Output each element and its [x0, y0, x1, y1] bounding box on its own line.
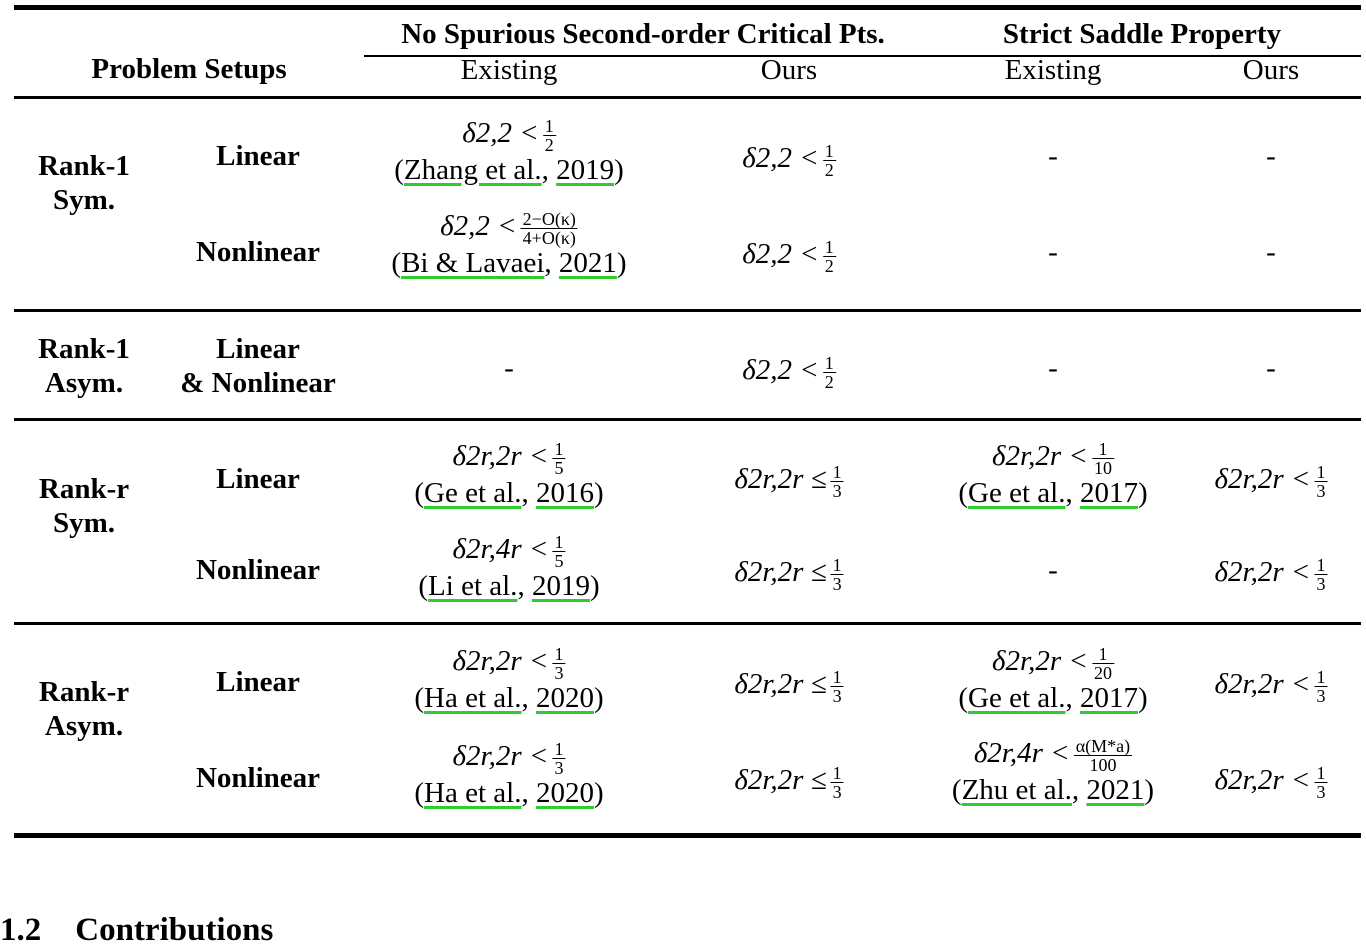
bound-cell: δ2,2 < $\frac{1}{2}$	[742, 141, 834, 180]
header-bottom-rule	[14, 96, 1361, 99]
bound-cell: δ2,2 < $\frac{2-O(\kappa)}{4+O(\kappa)}$ (Bi & Lavaei, 2021)	[391, 209, 627, 279]
bound-fraction: $\frac{1}{2}$	[544, 116, 554, 155]
citation-year-link[interactable]: 2016	[535, 477, 594, 509]
citation-year-link[interactable]: 2017	[1079, 682, 1138, 714]
group-label-rank1-sym: Rank-1 Sym.	[38, 150, 130, 216]
group-label-rank1-asym: Rank-1 Asym.	[38, 333, 130, 399]
bound-cell: δ2r,4r < $\frac{1}{5}$ (Li et al., 2019)	[418, 532, 600, 602]
empty-dash: -	[1048, 554, 1058, 586]
bound-cell: δ2r,2r < $\frac{1}{3}$ (Ha et al., 2020)	[414, 644, 604, 714]
citation-year-link[interactable]: 2017	[1079, 477, 1138, 509]
empty-dash: -	[504, 352, 514, 384]
group-label-rankr-asym: Rank-r Asym.	[38, 676, 130, 742]
citation: (Ge et al., 2016)	[414, 477, 604, 509]
citation-author-link[interactable]: Ha et al.	[424, 682, 522, 714]
bound-cell: δ2r,2r < $\frac{1}{10}$ (Ge et al., 2017)	[958, 439, 1148, 509]
citation: (Ha et al., 2020)	[414, 682, 604, 714]
bound-cell: δ2r,2r < $\frac{1}{20}$ (Ge et al., 2017)	[958, 644, 1148, 714]
group-header-ssp: Strict Saddle Property	[1002, 18, 1282, 50]
empty-dash: -	[1048, 236, 1058, 268]
group-label-rankr-sym: Rank-r Sym.	[38, 473, 130, 539]
section-title: Contributions	[75, 912, 274, 948]
bound-cell: δ2r,2r < $\frac{1}{5}$ (Ge et al., 2016)	[414, 439, 604, 509]
citation-author-link[interactable]: Zhu et al.	[961, 774, 1072, 806]
ssp-ours-header: Ours	[1242, 54, 1300, 86]
bound-cell: δ2r,2r < $\frac{1}{3}$ (Ha et al., 2020)	[414, 739, 604, 809]
bound-cell: δ2r,2r < $\frac{1}{3}$	[1214, 555, 1326, 594]
citation-year-link[interactable]: 2021	[558, 247, 617, 279]
ssp-existing-header: Existing	[1004, 54, 1102, 86]
citation-author-link[interactable]: Ha et al.	[424, 777, 522, 809]
citation: (Bi & Lavaei, 2021)	[391, 247, 627, 279]
citation: (Zhang et al., 2019)	[394, 154, 624, 186]
bound-cell: δ2r,2r ≤ $\frac{1}{3}$	[734, 667, 842, 706]
citation-year-link[interactable]: 2019	[531, 570, 590, 602]
section-number: 1.2	[0, 912, 42, 948]
citation-author-link[interactable]: Li et al.	[428, 570, 518, 602]
model-label: Linear	[216, 666, 300, 698]
citation-year-link[interactable]: 2020	[535, 682, 594, 714]
empty-dash: -	[1048, 352, 1058, 384]
model-label: Linear	[216, 140, 300, 172]
group-header-nsp: No Spurious Second-order Critical Pts.	[401, 18, 885, 50]
bound-cell	[394, 117, 624, 185]
citation-author-link[interactable]: Bi & Lavaei	[401, 247, 545, 279]
bound-cell: δ2r,2r ≤ $\frac{1}{3}$	[734, 763, 842, 802]
top-rule	[14, 5, 1361, 10]
citation-author-link[interactable]: Zhang et al.	[403, 154, 542, 186]
citation: (Ge et al., 2017)	[958, 682, 1148, 714]
empty-dash: -	[1266, 236, 1276, 268]
empty-dash: -	[1266, 352, 1276, 384]
bound-cell: δ2r,2r ≤ $\frac{1}{3}$	[734, 462, 842, 501]
citation-year-link[interactable]: 2019	[556, 154, 615, 186]
section-heading	[0, 912, 273, 949]
citation: (Li et al., 2019)	[418, 570, 600, 602]
nsp-ours-header: Ours	[760, 54, 818, 86]
model-label: Nonlinear	[195, 762, 321, 794]
citation-year-link[interactable]: 2020	[535, 777, 594, 809]
citation: (Zhu et al., 2021)	[951, 774, 1155, 806]
citation-year-link[interactable]: 2021	[1086, 774, 1145, 806]
citation-author-link[interactable]: Ge et al.	[424, 477, 522, 509]
bound-cell: δ2r,4r < $\frac{\alpha(M*a)}{100}$ (Zhu et al., 2021)	[951, 736, 1155, 806]
citation: (Ge et al., 2017)	[958, 477, 1148, 509]
bound-cell: δ2r,2r < $\frac{1}{3}$	[1214, 462, 1326, 501]
bottom-rule	[14, 833, 1361, 838]
section-rule-2	[14, 418, 1361, 421]
model-label: Linear & Nonlinear	[180, 333, 336, 399]
bound-cell: δ2,2 < $\frac{1}{2}$	[742, 237, 834, 276]
model-label: Nonlinear	[195, 554, 321, 586]
empty-dash: -	[1048, 140, 1058, 172]
model-label: Linear	[216, 463, 300, 495]
bound-cell: δ2r,2r ≤ $\frac{1}{3}$	[734, 555, 842, 594]
section-rule-3	[14, 622, 1361, 625]
citation-author-link[interactable]: Ge et al.	[968, 682, 1066, 714]
bound-lhs: δ2,2 <	[462, 117, 539, 150]
problem-setups-header: Problem Setups	[91, 53, 287, 85]
citation: (Ha et al., 2020)	[414, 777, 604, 809]
empty-dash: -	[1266, 140, 1276, 172]
bound-cell: δ2,2 < $\frac{1}{2}$	[742, 353, 834, 392]
model-label: Nonlinear	[195, 236, 321, 268]
bound-cell: δ2r,2r < $\frac{1}{3}$	[1214, 667, 1326, 706]
nsp-existing-header: Existing	[460, 54, 558, 86]
citation-author-link[interactable]: Ge et al.	[968, 477, 1066, 509]
bound-cell: δ2r,2r < $\frac{1}{3}$	[1214, 763, 1326, 802]
section-rule-1	[14, 309, 1361, 312]
